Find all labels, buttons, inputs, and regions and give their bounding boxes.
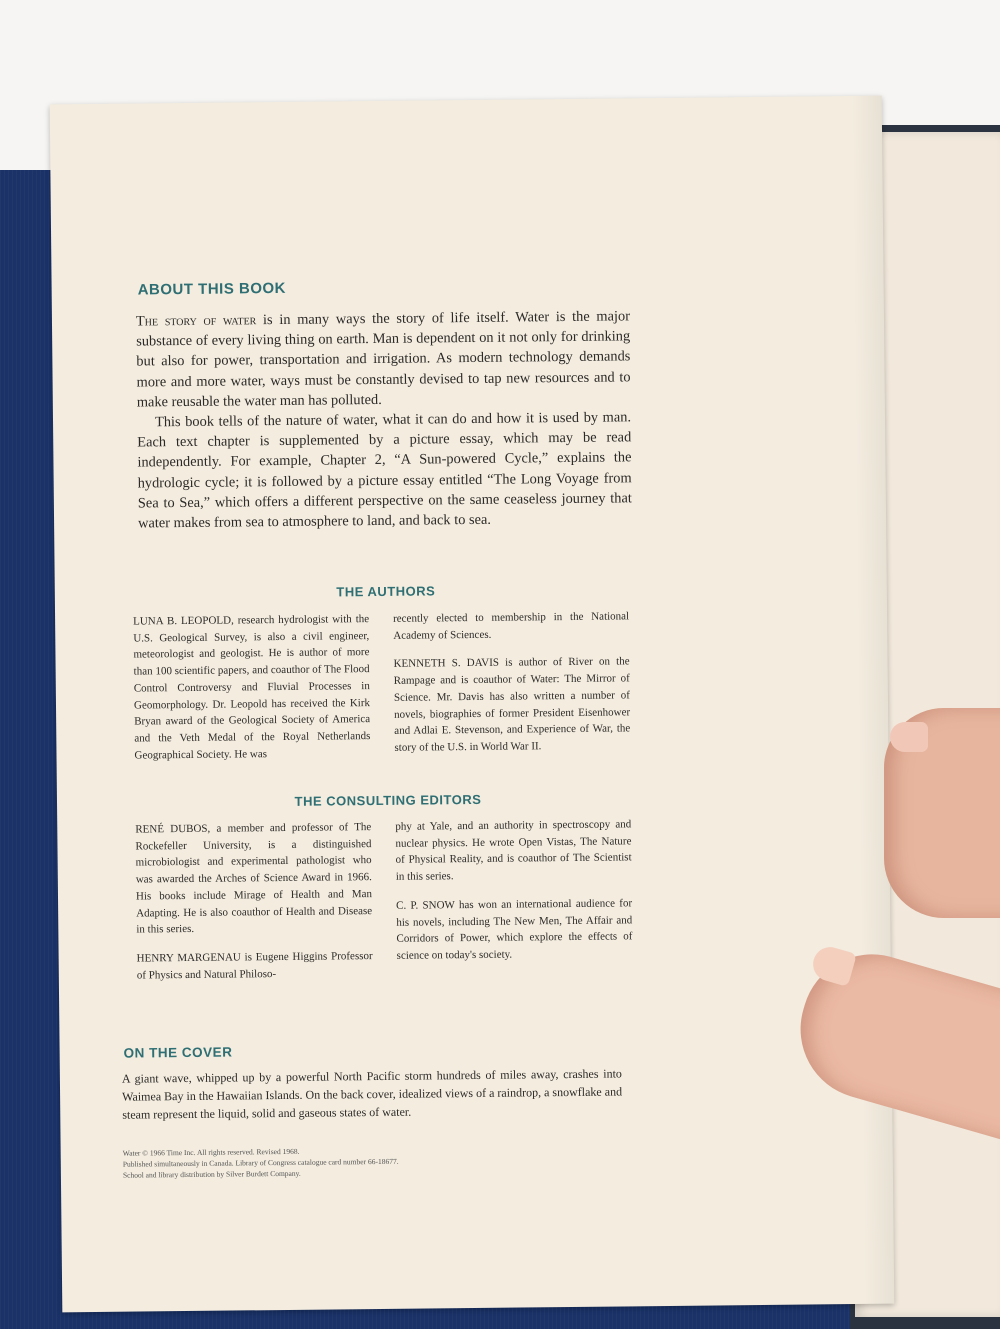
bio-leopold-cont: recently elected to membership in the National Academy of Sciences. [393,610,630,642]
bio-snow: C. P. SNOW has won an international audience for his novels, including The New Men, The Affair and Corridors of Power, which explore the effects of science on today's society. [396,897,633,962]
about-text [136,306,632,533]
editors-columns [135,816,633,996]
authors-col-left [133,611,371,776]
fingernail-upper [890,722,928,752]
editors-col-right [395,816,633,993]
fine-print-line-1: Water © 1966 Time Inc. All rights reserved. Revised 1968. [122,1146,300,1158]
authors-col-right [393,608,631,773]
bio-leopold: LUNA B. LEOPOLD, research hydrologist with the U.S. Geological Survey, is also a civil engineer, meteorologist and geologist. He is author of more than 100 scientific papers, and coauthor of The Flood Control Controversy and Fluvial Processes in Geomorphology. Dr. Leopold has received the Kirk Bryan award of the Geological Society of America and the Veth Medal of the Royal Netherlands Geographical Society. He was [133,613,371,762]
about-paragraph-2: This book tells of the nature of water, what it can do and how it is used by man. Each text chapter is supplemented by a picture essay, which may be read independently. For example, Chapter 2, “A Sun-powered Cycle,” explains the hydrologic cycle; it is followed by a picture essay entitled “The Long Voyage from Sea to Sea,” which offers a different perspective on the same ceaseless journey that water makes from sea to atmosphere to land, and back to sea. [137,409,632,532]
bio-margenau-cont: phy at Yale, and an authority in spectroscopy and nuclear physics. He wrote Open Vistas, The Nature of Physical Reality, and is coauthor of The Scientist in this series. [395,818,632,883]
editors-heading: THE CONSULTING EDITORS [294,791,482,809]
cover-heading: ON THE COVER [123,1044,233,1061]
authors-columns [133,608,631,776]
bio-dubos: RENÉ DUBOS, a member and professor of The Rockefeller University, is a distinguished microbiologist and experimental pathologist who was awarded the Arches of Science Award in 1966. His books include Mirage of Health and Man Adapting. He is also coauthor of Health and Disease in this series. [135,821,373,936]
bio-margenau: HENRY MARGENAU is Eugene Higgins Professor of Physics and Natural Philoso- [136,949,373,982]
about-p1-rest: is in many ways the story of life itself. Water is the major substance of every living thing on earth. Man is dependent on it not only for drinking but also for power, transportation and irrigation. As modern technology demands more and more water, ways must be constantly devised to tap new resources and to make reusable the water man has polluted. [136,308,631,411]
editors-col-left [135,819,373,996]
book-page [50,96,895,1313]
fine-print-line-2: Published simultaneously in Canada. Library of Congress catalogue card number 66-18677. [122,1156,399,1169]
bio-davis: KENNETH S. DAVIS is author of River on the Rampage and is coauthor of Water: The Mirror of Science. Mr. Davis has also written a number of novels, biographies of former President Eisenhower and Adlai E. Stevenson, and Experience of War, the story of the U.S. in World War II. [393,655,631,754]
about-lead: The story of water [135,312,257,330]
cover-text: A giant wave, whipped up by a powerful North Pacific storm hundreds of miles away, crashes into Waimea Bay in the Hawaiian Islands. On the back cover, idealized views of a raindrop, a snowflake and steam represent the liquid, solid and gaseous states of water. [121,1066,623,1122]
authors-heading: THE AUTHORS [336,583,436,600]
copyright-fine-print [123,1143,543,1180]
about-paragraph-1 [136,306,631,412]
about-heading: ABOUT THIS BOOK [137,279,287,299]
fine-print-line-3: School and library distribution by Silver Burdett Company. [122,1168,301,1180]
